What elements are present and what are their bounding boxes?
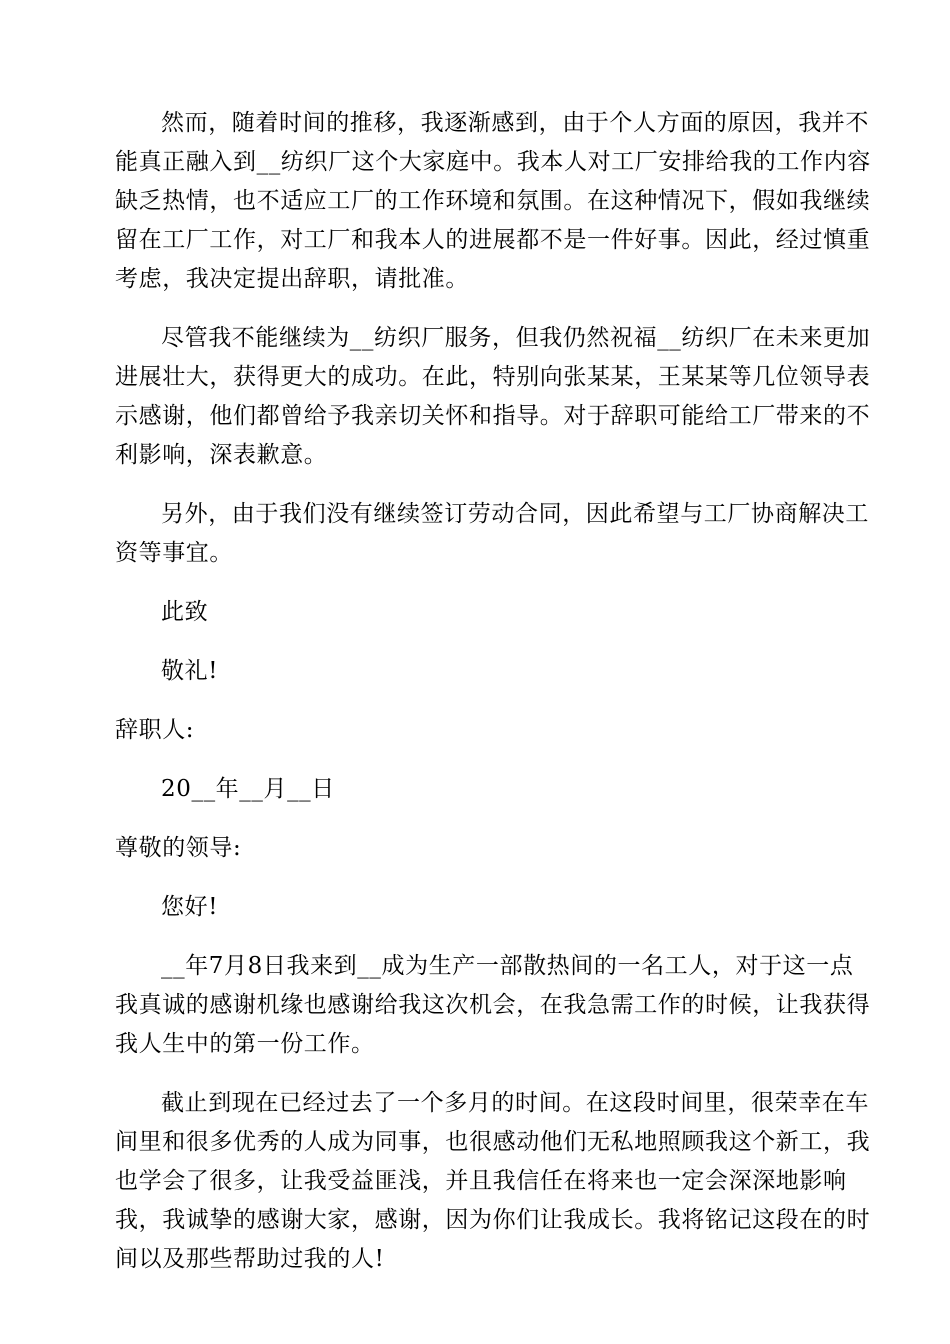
paragraph-resignation-reason [115,104,871,299]
closing-salutation [115,593,835,632]
text-line: 我，我诚挚的感谢大家，感谢，因为你们让我成长。我将铭记这段在的时 [115,1207,871,1233]
text-line: 另外，由于我们没有继续签订劳动合同，因此希望与工厂协商解决工 [161,501,869,527]
text-line: 示感谢，他们都曾给予我亲切关怀和指导。对于辞职可能给工厂带来的不 [115,403,871,429]
paragraph-gratitude [115,1084,871,1279]
text-line: 考虑，我决定提出辞职，请批准。 [115,266,469,292]
date-line [115,770,835,809]
text-line: 资等事宜。 [115,540,233,566]
text-line: 尊敬的领导: [115,835,242,861]
text-line: 此致 [161,599,209,625]
text-line: 20__年__月__日 [161,776,335,802]
document-page [115,104,871,1299]
text-line: 缺乏热情，也不适应工厂的工作环境和氛围。在这种情况下，假如我继续 [115,188,871,214]
text-line: 然而，随着时间的推移，我逐渐感到，由于个人方面的原因，我并不 [161,110,869,136]
text-line: 敬礼! [161,658,219,684]
text-line: 留在工厂工作，对工厂和我本人的进展都不是一件好事。因此，经过慎重 [115,227,871,253]
closing-regards [115,652,835,691]
text-line: __年7月8日我来到__成为生产一部散热间的一名工人，对于这一点 [161,953,854,979]
paragraph-contract [115,495,869,573]
letter-hello [115,888,835,927]
signature-label [115,711,835,750]
text-line: 能真正融入到__纺织厂这个大家庭中。我本人对工厂安排给我的工作内容 [115,149,871,175]
letter-greeting [115,829,835,868]
text-line: 截止到现在已经过去了一个多月的时间。在这段时间里，很荣幸在车 [161,1090,869,1116]
text-line: 您好! [161,894,219,920]
text-line: 辞职人: [115,717,195,743]
text-line: 进展壮大，获得更大的成功。在此，特别向张某某，王某某等几位领导表 [115,364,871,390]
text-line: 间以及那些帮助过我的人! [115,1246,385,1272]
text-line: 间里和很多优秀的人成为同事，也很感动他们无私地照顾我这个新工，我 [115,1129,871,1155]
paragraph-joining [115,947,871,1064]
text-line: 尽管我不能继续为__纺织厂服务，但我仍然祝福__纺织厂在未来更加 [161,325,871,351]
text-line: 也学会了很多，让我受益匪浅，并且我信任在将来也一定会深深地影响 [115,1168,847,1194]
text-line: 利影响，深表歉意。 [115,442,328,468]
text-line: 我真诚的感谢机缘也感谢给我这次机会，在我急需工作的时候，让我获得 [115,992,871,1018]
text-line: 我人生中的第一份工作。 [115,1031,375,1057]
paragraph-thanks [115,319,871,475]
